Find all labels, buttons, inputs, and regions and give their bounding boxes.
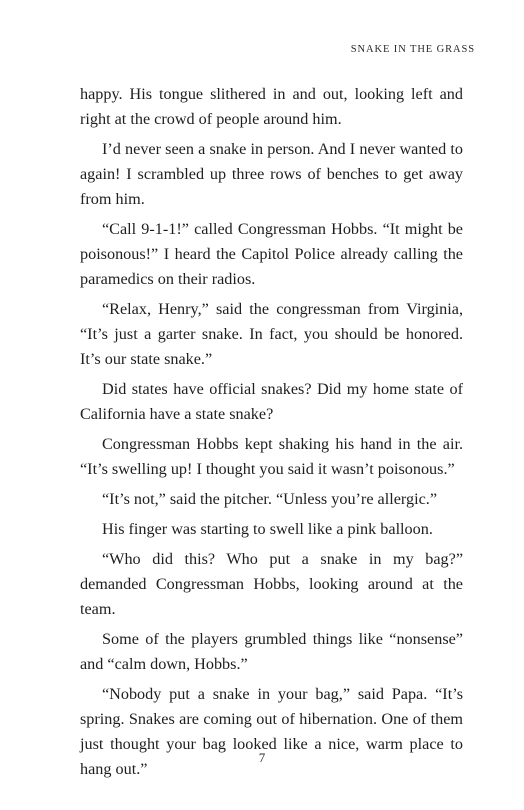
paragraph-5: Did states have official snakes? Did my home state of California have a state snake?	[80, 380, 463, 423]
body-text	[80, 82, 463, 787]
paragraph-11: “Nobody put a snake in your bag,” said Papa. “It’s spring. Snakes are coming out of hibernation. One of them just thought your bag looked like a nice, warm place to hang out.”	[80, 685, 463, 778]
page-number: 7	[258, 750, 266, 765]
paragraph-3: “Call 9-1-1!” called Congressman Hobbs. “It might be poisonous!” I heard the Capitol Police already calling the paramedics on their radios.	[80, 220, 463, 288]
paragraph-4: “Relax, Henry,” said the congressman from Virginia, “It’s just a garter snake. In fact, you should be honored. It’s our state snake.”	[80, 300, 463, 368]
paragraph-9: “Who did this? Who put a snake in my bag?” demanded Congressman Hobbs, looking around at the team.	[80, 550, 463, 618]
paragraph-8: His finger was starting to swell like a pink balloon.	[102, 520, 433, 538]
paragraph-2: I’d never seen a snake in person. And I never wanted to again! I scrambled up three rows of benches to get away from him.	[80, 140, 463, 208]
paragraph-6: Congressman Hobbs kept shaking his hand in the air. “It’s swelling up! I thought you said it wasn’t poisonous.”	[80, 435, 463, 478]
paragraph-1: happy. His tongue slithered in and out, looking left and right at the crowd of people around him.	[80, 85, 463, 128]
paragraph-7: “It’s not,” said the pitcher. “Unless you’re allergic.”	[102, 490, 438, 508]
running-head: SNAKE IN THE GRASS	[350, 44, 475, 55]
paragraph-10: Some of the players grumbled things like “nonsense” and “calm down, Hobbs.”	[80, 630, 463, 673]
